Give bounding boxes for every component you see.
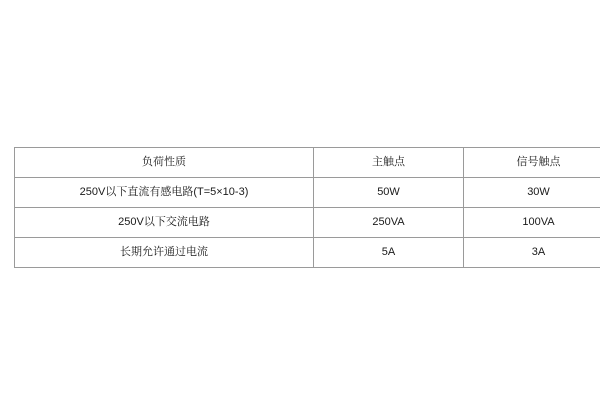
cell-main-contact: 50W — [314, 178, 464, 208]
table-header-row — [15, 148, 600, 178]
cell-signal-contact: 3A — [464, 238, 600, 268]
column-header-load-type: 负荷性质 — [15, 148, 314, 178]
cell-load-type: 长期允许通过电流 — [15, 238, 314, 268]
cell-main-contact: 5A — [314, 238, 464, 268]
cell-main-contact: 250VA — [314, 208, 464, 238]
table-row — [15, 208, 600, 238]
table-row — [15, 238, 600, 268]
cell-load-type: 250V以下交流电路 — [15, 208, 314, 238]
contact-rating-table — [14, 147, 600, 268]
cell-load-type: 250V以下直流有感电路(T=5×10-3) — [15, 178, 314, 208]
cell-signal-contact: 30W — [464, 178, 600, 208]
column-header-signal-contact: 信号触点 — [464, 148, 600, 178]
spec-table-container — [14, 147, 586, 268]
table-row — [15, 178, 600, 208]
column-header-main-contact: 主触点 — [314, 148, 464, 178]
cell-signal-contact: 100VA — [464, 208, 600, 238]
